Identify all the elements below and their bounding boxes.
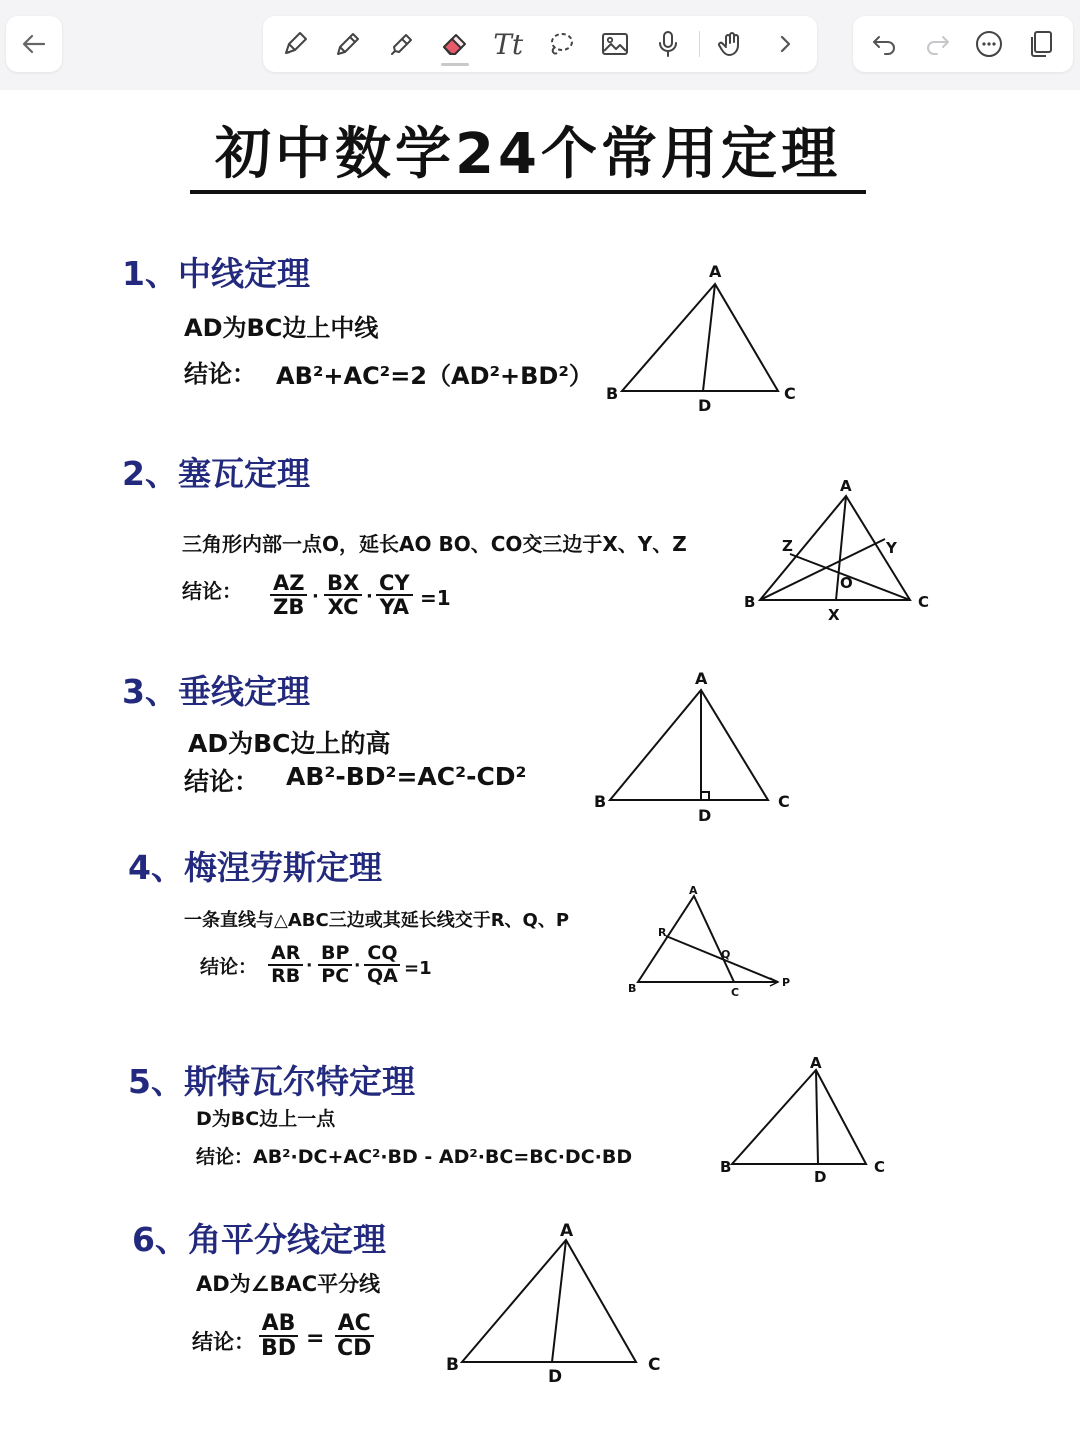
section-4-figure: [622, 880, 802, 1000]
fig6-label-d: D: [548, 1367, 563, 1387]
section-2-figure: [740, 474, 940, 634]
fraction-numerator: AB: [259, 1312, 299, 1337]
fig6-label-c: C: [648, 1355, 661, 1375]
section-2-equals: =1: [420, 586, 451, 610]
section-4-desc: 一条直线与△ABC三边或其延长线交于R、Q、P: [184, 910, 570, 931]
section-6-fraction-2: [334, 1312, 374, 1361]
eraser-icon: [440, 29, 470, 59]
section-6-figure: [440, 1216, 680, 1392]
undo-icon: [870, 29, 900, 59]
section-5-desc: D为BC边上一点: [196, 1108, 336, 1130]
drawing-tools-bar: [263, 16, 817, 72]
highlighter-icon: [387, 29, 417, 59]
fig1-label-b: B: [606, 384, 619, 403]
fig5-label-a: A: [810, 1054, 822, 1072]
section-4-equals: =1: [404, 958, 432, 979]
multiply-dot: ·: [312, 586, 319, 607]
back-button[interactable]: [6, 16, 62, 72]
section-4-fraction-2: [318, 944, 352, 987]
text-tool-button[interactable]: [486, 22, 530, 66]
fig4-label-c: C: [731, 986, 740, 999]
section-1-conclusion-label: 结论：: [184, 360, 256, 388]
section-1-formula: AB²+AC²=2（AD²+BD²）: [276, 362, 593, 390]
fig2-label-o: O: [840, 574, 853, 592]
section-4-fraction-1: [268, 944, 303, 987]
section-3-figure: [590, 668, 800, 828]
section-6-conclusion-label: 结论：: [192, 1330, 255, 1354]
fraction-numerator: AR: [268, 944, 303, 966]
section-3-heading: 3、垂线定理: [122, 672, 310, 711]
pages-button[interactable]: [1019, 22, 1063, 66]
image-icon: [600, 29, 630, 59]
multiply-dot: ·: [366, 586, 373, 607]
section-6-heading: 6、角平分线定理: [132, 1220, 386, 1259]
section-5-heading: 5、斯特瓦尔特定理: [128, 1062, 415, 1101]
pages-icon: [1026, 29, 1056, 59]
section-4-conclusion-label: 结论：: [200, 956, 258, 978]
document-actions-bar: [853, 16, 1073, 72]
more-options-button[interactable]: [967, 22, 1011, 66]
highlighter-tool-button[interactable]: [380, 22, 424, 66]
section-6-desc: AD为∠BAC平分线: [196, 1272, 381, 1296]
fig1-label-c: C: [784, 384, 796, 403]
fig4-label-a: A: [689, 884, 698, 897]
arrow-left-icon: [20, 30, 48, 58]
top-toolbar: [0, 0, 1080, 90]
fig4-label-p: P: [782, 976, 791, 989]
fraction-denominator: BD: [261, 1336, 297, 1362]
multiply-dot: ·: [354, 956, 361, 976]
fig5-label-c: C: [874, 1158, 886, 1176]
page-title: 初中数学24个常用定理: [190, 120, 866, 194]
fraction-denominator: RB: [271, 964, 301, 987]
fig2-label-x: X: [828, 606, 840, 624]
section-4-heading: 4、梅涅劳斯定理: [128, 848, 382, 887]
fig3-label-d: D: [698, 806, 712, 825]
fig4-label-q: Q: [721, 948, 731, 961]
more-tools-button[interactable]: [763, 22, 807, 66]
fraction-denominator: XC: [327, 595, 359, 620]
fraction-numerator: AC: [335, 1312, 374, 1337]
section-5-conclusion: 结论：AB²·DC+AC²·BD - AD²·BC=BC·DC·BD: [196, 1146, 633, 1168]
fig1-label-d: D: [698, 396, 712, 415]
section-2-fraction-3: [376, 572, 413, 619]
section-2-desc: 三角形内部一点O，延长AO BO、CO交三边于X、Y、Z: [182, 532, 687, 556]
section-2-conclusion-label: 结论：: [182, 579, 242, 603]
lasso-tool-button[interactable]: [539, 22, 583, 66]
pen-icon: [280, 29, 310, 59]
fig3-label-a: A: [695, 669, 708, 688]
section-2-heading: 2、塞瓦定理: [122, 454, 310, 493]
fraction-denominator: ZB: [273, 595, 305, 620]
fig6-label-b: B: [446, 1355, 459, 1375]
section-2-fraction-2: [324, 572, 362, 619]
fig4-label-b: B: [628, 982, 637, 995]
lasso-icon: [546, 29, 576, 59]
fig3-label-c: C: [778, 792, 790, 811]
toolbar-divider: [699, 31, 700, 57]
fig4-label-r: R: [658, 926, 667, 939]
pencil-icon: [333, 29, 363, 59]
section-3-conclusion-label: 结论：: [184, 767, 260, 796]
fraction-denominator: CD: [337, 1336, 372, 1362]
redo-button[interactable]: [915, 22, 959, 66]
section-3-formula: AB²-BD²=AC²-CD²: [286, 762, 527, 791]
section-2-fraction-1: [270, 572, 307, 619]
fig6-label-a: A: [560, 1221, 574, 1241]
fraction-numerator: AZ: [270, 572, 307, 596]
chevron-right-icon: [770, 29, 800, 59]
hand-tool-button[interactable]: [710, 22, 754, 66]
multiply-dot: ·: [306, 956, 313, 976]
fig5-label-b: B: [720, 1158, 732, 1176]
eraser-tool-button[interactable]: [433, 22, 477, 66]
section-1-desc: AD为BC边上中线: [184, 314, 379, 342]
fraction-numerator: BP: [318, 944, 352, 966]
more-icon: [974, 29, 1004, 59]
section-6-fraction-1: [258, 1312, 299, 1361]
hand-icon: [717, 29, 747, 59]
fraction-denominator: YA: [379, 595, 410, 620]
section-1-figure: [600, 258, 810, 418]
text-icon: Tt: [493, 27, 524, 61]
section-6-equals: =: [306, 1326, 325, 1351]
fig1-label-a: A: [709, 262, 722, 281]
pen-tool-button[interactable]: [273, 22, 317, 66]
fig2-label-z: Z: [782, 537, 793, 555]
fig3-label-b: B: [594, 792, 607, 811]
fig2-label-a: A: [840, 477, 852, 495]
fraction-numerator: CY: [376, 572, 413, 596]
section-3-desc: AD为BC边上的高: [188, 729, 391, 758]
fraction-numerator: BX: [324, 572, 362, 596]
fraction-denominator: QA: [367, 964, 398, 987]
fig5-label-d: D: [814, 1168, 827, 1186]
fraction-denominator: PC: [321, 964, 350, 987]
redo-icon: [922, 29, 952, 59]
pencil-tool-button[interactable]: [326, 22, 370, 66]
section-5-figure: [712, 1052, 902, 1192]
section-4-fraction-3: [364, 944, 401, 987]
image-tool-button[interactable]: [593, 22, 637, 66]
section-1-heading: 1、中线定理: [122, 254, 310, 293]
fig2-label-c: C: [918, 593, 930, 611]
fig2-label-b: B: [744, 593, 756, 611]
fig2-label-y: Y: [886, 539, 897, 557]
undo-button[interactable]: [863, 22, 907, 66]
fraction-numerator: CQ: [364, 944, 400, 966]
microphone-tool-button[interactable]: [646, 22, 690, 66]
microphone-icon: [653, 29, 683, 59]
